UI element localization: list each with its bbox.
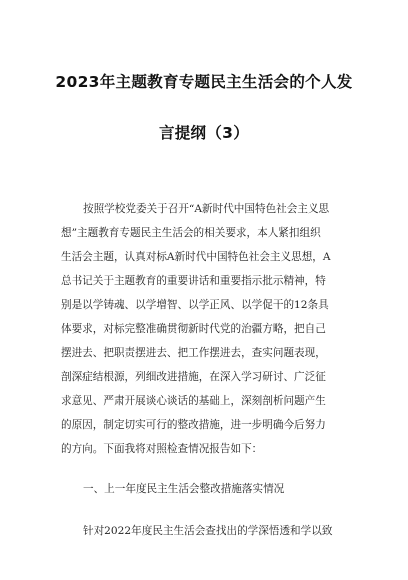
section-heading: 一、上一年度民主生活会整改措施落实情况	[83, 483, 285, 495]
document-title-line-1: 2023年主题教育专题民主生活会的个人发	[55, 73, 353, 91]
paragraph-line: 求意见、严肃开展谈心谈话的基础上，深刻剖析问题产生	[61, 395, 326, 407]
paragraph-line: 摆进去、把职责摆进去、把工作摆进去，查实问题表现，	[61, 347, 326, 359]
paragraph-line: 的方向。下面我将对照检查情况报告如下：	[61, 443, 263, 455]
paragraph-line: 别是以学铸魂、以学增智、以学正风、以学促干的12条具	[61, 299, 329, 311]
paragraph-line: 想”主题教育专题民主生活会的相关要求，本人紧扣组织	[61, 227, 321, 239]
paragraph-line: 生活会主题，认真对标A新时代中国特色社会主义思想，A	[61, 251, 331, 263]
paragraph-line: 针对2022年度民主生活会查找出的学深悟透和学以致	[83, 525, 333, 537]
paragraph-line: 体要求，对标完整准确贯彻新时代党的治疆方略，把自己	[61, 323, 326, 335]
document-title-line-2: 言提纲（3）	[158, 124, 250, 142]
paragraph-line: 按照学校党委关于召开“A新时代中国特色社会主义思	[83, 203, 330, 215]
paragraph-line: 的原因，制定切实可行的整改措施，进一步明确今后努力	[61, 419, 326, 431]
paragraph-line: 总书记关于主题教育的重要讲话和重要指示批示精神，特	[61, 275, 326, 287]
paragraph-line: 剖深症结根源，列细改进措施，在深入学习研讨、广泛征	[61, 371, 326, 383]
